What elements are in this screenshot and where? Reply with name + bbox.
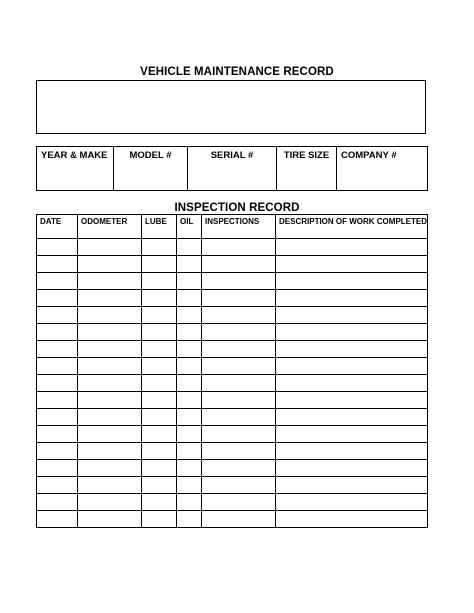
inspections-cell[interactable] xyxy=(202,341,276,358)
date-cell[interactable] xyxy=(37,307,78,324)
lube-cell[interactable] xyxy=(142,273,177,290)
odometer-cell[interactable] xyxy=(78,409,142,426)
inspections-cell[interactable] xyxy=(202,511,276,528)
oil-cell[interactable] xyxy=(177,358,202,375)
table-row xyxy=(37,494,428,511)
oil-cell[interactable] xyxy=(177,239,202,256)
odometer-cell[interactable] xyxy=(78,494,142,511)
odometer-cell[interactable] xyxy=(78,256,142,273)
inspections-cell[interactable] xyxy=(202,392,276,409)
lube-cell[interactable] xyxy=(142,409,177,426)
description-cell[interactable] xyxy=(276,477,428,494)
serial-header[interactable]: SERIAL # xyxy=(188,147,277,191)
description-cell[interactable] xyxy=(276,375,428,392)
table-row xyxy=(37,511,428,528)
description-cell[interactable] xyxy=(276,324,428,341)
lube-header: LUBE xyxy=(142,215,177,239)
inspections-cell[interactable] xyxy=(202,443,276,460)
date-cell[interactable] xyxy=(37,511,78,528)
inspections-cell[interactable] xyxy=(202,409,276,426)
oil-cell[interactable] xyxy=(177,341,202,358)
inspections-cell[interactable] xyxy=(202,426,276,443)
description-cell[interactable] xyxy=(276,239,428,256)
oil-cell[interactable] xyxy=(177,460,202,477)
date-cell[interactable] xyxy=(37,375,78,392)
inspections-cell[interactable] xyxy=(202,477,276,494)
oil-cell[interactable] xyxy=(177,477,202,494)
lube-cell[interactable] xyxy=(142,239,177,256)
odometer-cell[interactable] xyxy=(78,273,142,290)
description-header: DESCRIPTION OF WORK COMPLETED xyxy=(276,215,428,239)
inspections-cell[interactable] xyxy=(202,239,276,256)
odometer-cell[interactable] xyxy=(78,358,142,375)
date-header: DATE xyxy=(37,215,78,239)
date-cell[interactable] xyxy=(37,239,78,256)
table-row xyxy=(37,477,428,494)
table-row xyxy=(37,239,428,256)
inspection-header-row xyxy=(37,215,428,239)
company-header[interactable]: COMPANY # xyxy=(337,147,428,191)
oil-cell[interactable] xyxy=(177,256,202,273)
lube-cell[interactable] xyxy=(142,358,177,375)
oil-cell[interactable] xyxy=(177,290,202,307)
lube-cell[interactable] xyxy=(142,375,177,392)
oil-cell[interactable] xyxy=(177,443,202,460)
model-header[interactable]: MODEL # xyxy=(114,147,188,191)
lube-cell[interactable] xyxy=(142,477,177,494)
inspections-cell[interactable] xyxy=(202,494,276,511)
description-cell[interactable] xyxy=(276,307,428,324)
inspections-cell[interactable] xyxy=(202,307,276,324)
lube-cell[interactable] xyxy=(142,460,177,477)
oil-cell[interactable] xyxy=(177,273,202,290)
oil-cell[interactable] xyxy=(177,426,202,443)
odometer-cell[interactable] xyxy=(78,443,142,460)
inspections-cell[interactable] xyxy=(202,273,276,290)
odometer-cell[interactable] xyxy=(78,307,142,324)
odometer-cell[interactable] xyxy=(78,290,142,307)
date-cell[interactable] xyxy=(37,443,78,460)
odometer-cell[interactable] xyxy=(78,375,142,392)
odometer-cell[interactable] xyxy=(78,460,142,477)
lube-cell[interactable] xyxy=(142,392,177,409)
lube-cell[interactable] xyxy=(142,341,177,358)
date-cell[interactable] xyxy=(37,273,78,290)
date-cell[interactable] xyxy=(37,460,78,477)
table-row xyxy=(37,256,428,273)
description-cell[interactable] xyxy=(276,511,428,528)
date-cell[interactable] xyxy=(37,324,78,341)
table-row xyxy=(37,409,428,426)
description-cell[interactable] xyxy=(276,426,428,443)
table-row xyxy=(37,341,428,358)
odometer-cell[interactable] xyxy=(78,324,142,341)
date-cell[interactable] xyxy=(37,358,78,375)
notes-box[interactable] xyxy=(36,80,426,134)
description-cell[interactable] xyxy=(276,443,428,460)
table-row xyxy=(37,307,428,324)
odometer-cell[interactable] xyxy=(78,511,142,528)
oil-cell[interactable] xyxy=(177,511,202,528)
lube-cell[interactable] xyxy=(142,307,177,324)
description-cell[interactable] xyxy=(276,494,428,511)
description-cell[interactable] xyxy=(276,409,428,426)
odometer-cell[interactable] xyxy=(78,341,142,358)
vehicle-info-table xyxy=(36,146,428,191)
inspections-header: INSPECTIONS xyxy=(202,215,276,239)
oil-cell[interactable] xyxy=(177,307,202,324)
odometer-cell[interactable] xyxy=(78,426,142,443)
date-cell[interactable] xyxy=(37,426,78,443)
inspections-cell[interactable] xyxy=(202,375,276,392)
date-cell[interactable] xyxy=(37,290,78,307)
inspections-cell[interactable] xyxy=(202,290,276,307)
oil-cell[interactable] xyxy=(177,392,202,409)
odometer-cell[interactable] xyxy=(78,392,142,409)
description-cell[interactable] xyxy=(276,290,428,307)
lube-cell[interactable] xyxy=(142,290,177,307)
tire-size-header[interactable]: TIRE SIZE xyxy=(277,147,337,191)
inspection-record-table xyxy=(36,214,428,528)
inspections-cell[interactable] xyxy=(202,324,276,341)
table-row xyxy=(37,460,428,477)
oil-cell[interactable] xyxy=(177,324,202,341)
date-cell[interactable] xyxy=(37,256,78,273)
date-cell[interactable] xyxy=(37,477,78,494)
table-row xyxy=(37,426,428,443)
inspections-cell[interactable] xyxy=(202,460,276,477)
table-row xyxy=(37,443,428,460)
table-row xyxy=(37,324,428,341)
date-cell[interactable] xyxy=(37,341,78,358)
odometer-cell[interactable] xyxy=(78,477,142,494)
document-title: VEHICLE MAINTENANCE RECORD xyxy=(140,66,334,78)
inspection-rows xyxy=(37,239,428,528)
lube-cell[interactable] xyxy=(142,494,177,511)
date-cell[interactable] xyxy=(37,409,78,426)
odometer-cell[interactable] xyxy=(78,239,142,256)
date-cell[interactable] xyxy=(37,392,78,409)
lube-cell[interactable] xyxy=(142,443,177,460)
lube-cell[interactable] xyxy=(142,324,177,341)
lube-cell[interactable] xyxy=(142,511,177,528)
year-make-header[interactable]: YEAR & MAKE xyxy=(37,147,114,191)
inspection-record-title: INSPECTION RECORD xyxy=(174,202,300,214)
description-cell[interactable] xyxy=(276,460,428,477)
table-row xyxy=(37,290,428,307)
date-cell[interactable] xyxy=(37,494,78,511)
oil-cell[interactable] xyxy=(177,494,202,511)
inspections-cell[interactable] xyxy=(202,358,276,375)
description-cell[interactable] xyxy=(276,256,428,273)
table-row xyxy=(37,392,428,409)
description-cell[interactable] xyxy=(276,341,428,358)
oil-header: OIL xyxy=(177,215,202,239)
lube-cell[interactable] xyxy=(142,256,177,273)
oil-cell[interactable] xyxy=(177,375,202,392)
oil-cell[interactable] xyxy=(177,409,202,426)
odometer-header: ODOMETER xyxy=(78,215,142,239)
lube-cell[interactable] xyxy=(142,426,177,443)
description-cell[interactable] xyxy=(276,392,428,409)
table-row xyxy=(37,375,428,392)
table-row xyxy=(37,273,428,290)
description-cell[interactable] xyxy=(276,358,428,375)
table-row xyxy=(37,358,428,375)
description-cell[interactable] xyxy=(276,273,428,290)
inspections-cell[interactable] xyxy=(202,256,276,273)
